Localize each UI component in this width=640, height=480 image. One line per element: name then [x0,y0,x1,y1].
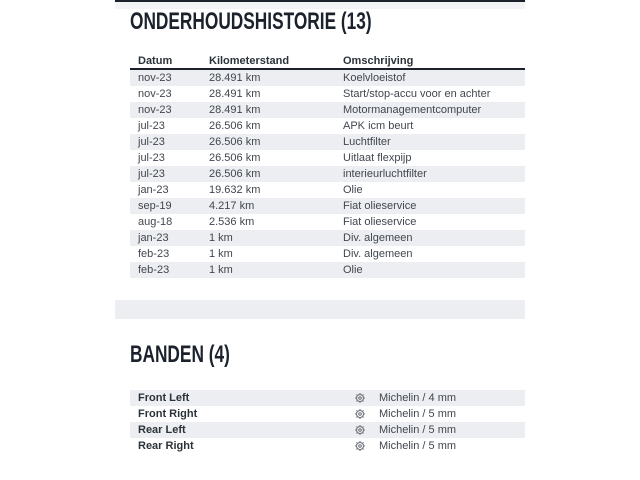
omschrijving-cell: Olie [343,184,363,196]
km-cell: 2.536 km [209,216,255,228]
table-row [130,166,525,182]
gear-icon [349,390,371,406]
gear-icon [349,422,371,438]
km-cell: 28.491 km [209,72,261,84]
column-header-datum: Datum [138,55,173,67]
table-row [130,134,525,150]
datum-cell: jul-23 [138,120,165,132]
tyre-position-label: Rear Right [138,440,194,452]
datum-cell: jul-23 [138,152,165,164]
table-row [130,214,525,230]
omschrijving-cell: APK icm beurt [343,120,414,132]
column-header-omschrijving: Omschrijving [343,55,414,67]
datum-cell: nov-23 [138,72,172,84]
km-cell: 1 km [209,232,233,244]
tyre-position-label: Front Right [138,408,198,420]
tyre-value: Michelin / 5 mm [379,408,457,420]
omschrijving-cell: Motormanagementcomputer [343,104,482,116]
maintenance-table-header [130,54,525,70]
tyre-row [130,390,525,406]
table-row [130,182,525,198]
omschrijving-cell: Div. algemeen [343,232,413,244]
datum-cell: jul-23 [138,136,165,148]
table-row [130,262,525,278]
table-row [130,86,525,102]
datum-cell: jan-23 [138,232,169,244]
datum-cell: aug-18 [138,216,173,228]
omschrijving-cell: Koelvloeistof [343,72,406,84]
omschrijving-cell: Fiat olieservice [343,200,417,212]
omschrijving-cell: Div. algemeen [343,248,413,260]
table-row [130,150,525,166]
km-cell: 28.491 km [209,88,261,100]
km-cell: 26.506 km [209,168,261,180]
tyre-row [130,422,525,438]
section-divider [115,300,525,319]
datum-cell: jul-23 [138,168,165,180]
km-cell: 1 km [209,248,233,260]
datum-cell: nov-23 [138,88,172,100]
table-row [130,70,525,86]
maintenance-table-body [130,70,525,278]
datum-cell: nov-23 [138,104,172,116]
maintenance-section-title: ONDERHOUDSHISTORIE (13) [130,8,372,35]
gear-icon [349,438,371,454]
table-row [130,230,525,246]
omschrijving-cell: interieurluchtfilter [343,168,427,180]
datum-cell: sep-19 [138,200,172,212]
tyre-position-label: Front Left [138,392,190,404]
omschrijving-cell: Olie [343,264,363,276]
datum-cell: feb-23 [138,248,170,260]
datum-cell: feb-23 [138,264,170,276]
tyre-value: Michelin / 4 mm [379,392,457,404]
km-cell: 26.506 km [209,152,261,164]
km-cell: 28.491 km [209,104,261,116]
km-cell: 26.506 km [209,136,261,148]
km-cell: 1 km [209,264,233,276]
table-row [130,198,525,214]
omschrijving-cell: Fiat olieservice [343,216,417,228]
tyres-table [130,390,525,454]
tyres-section-title: BANDEN (4) [130,341,230,368]
tyre-row [130,438,525,454]
column-header-kilometerstand: Kilometerstand [209,55,290,67]
tyre-row [130,406,525,422]
datum-cell: jan-23 [138,184,169,196]
tyre-value: Michelin / 5 mm [379,440,457,452]
maintenance-table [130,54,525,278]
omschrijving-cell: Uitlaat flexpijp [343,152,412,164]
gear-icon [349,406,371,422]
tyre-position-label: Rear Left [138,424,186,436]
table-row [130,118,525,134]
km-cell: 26.506 km [209,120,261,132]
km-cell: 19.632 km [209,184,261,196]
omschrijving-cell: Luchtfilter [343,136,391,148]
table-row [130,246,525,262]
tyre-value: Michelin / 5 mm [379,424,457,436]
km-cell: 4.217 km [209,200,255,212]
omschrijving-cell: Start/stop-accu voor en achter [343,88,491,100]
table-row [130,102,525,118]
